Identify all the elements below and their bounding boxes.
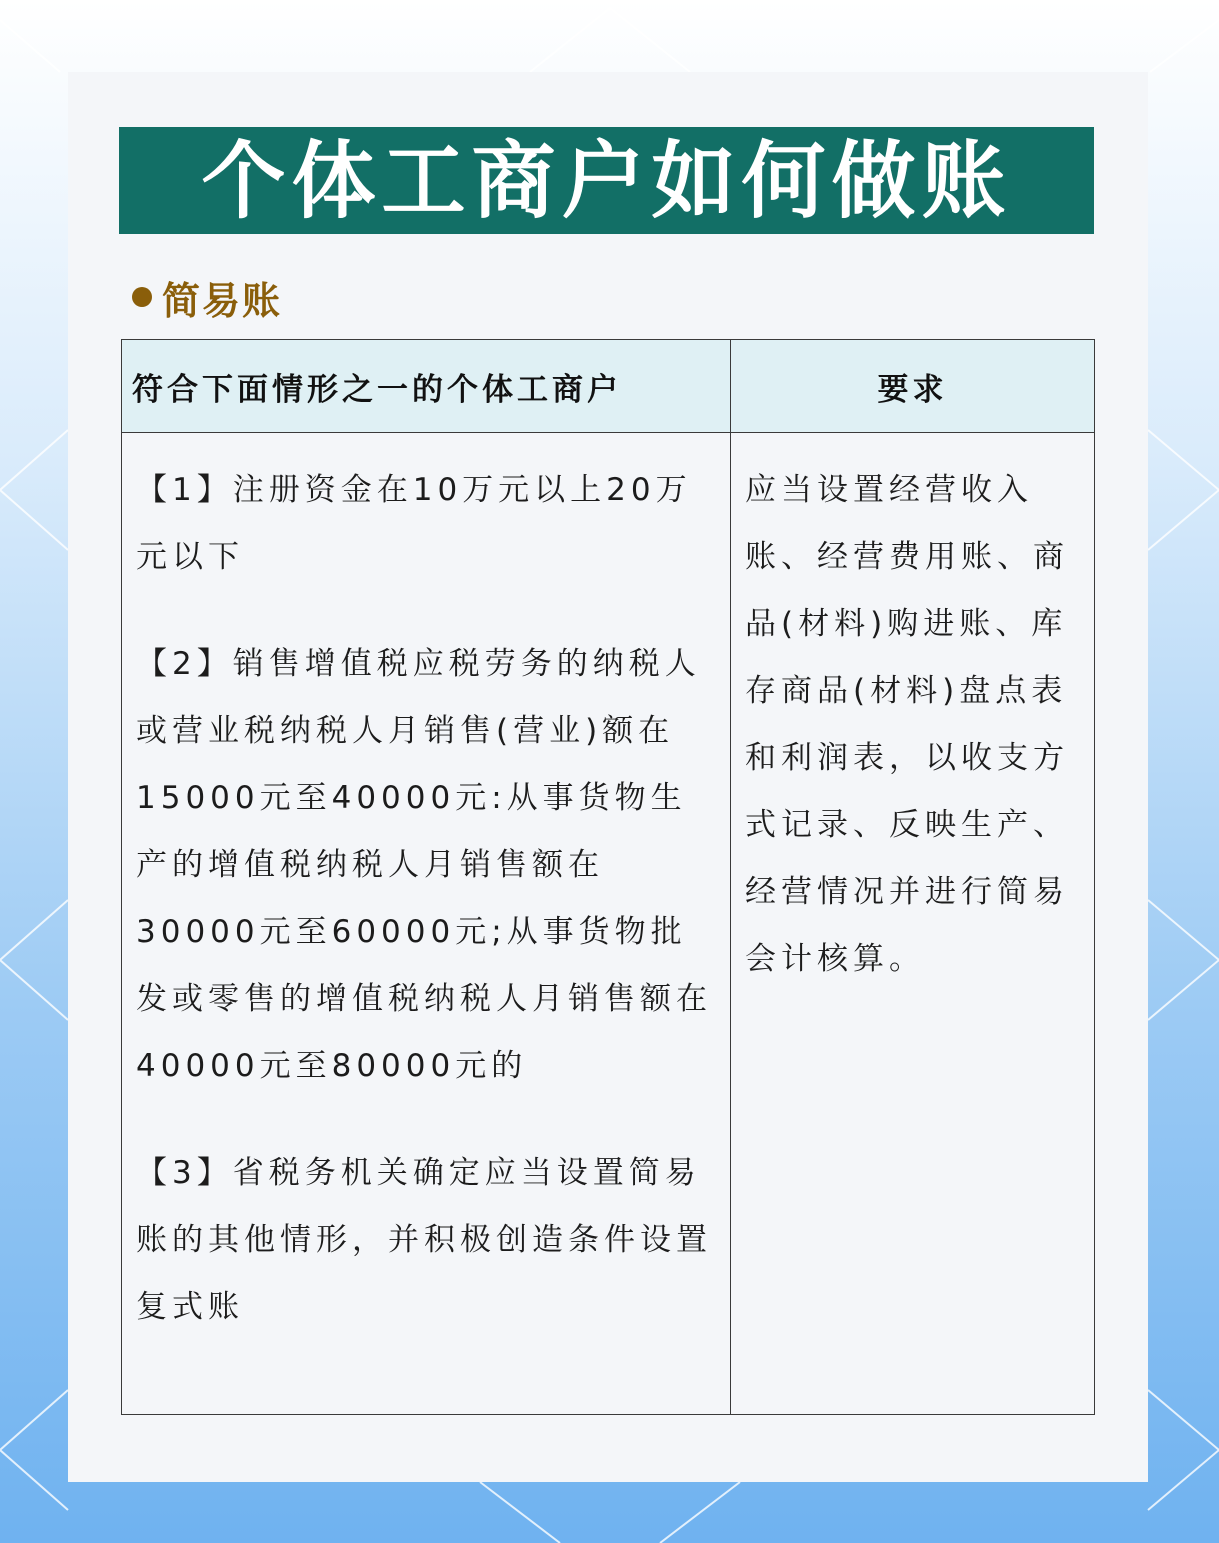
section-title: 简易账 [162, 278, 283, 323]
requirements-table [121, 339, 1095, 1415]
bullet-dot-icon [132, 287, 152, 307]
condition-item-1: 【1】注册资金在10万元以上20万元以下 [136, 472, 692, 575]
section-header [132, 272, 282, 322]
title-banner [119, 127, 1094, 234]
requirement-text: 应当设置经营收入账、经营费用账、商品(材料)购进账、库存商品(材料)盘点表和利润表，以收支方式记录、反映生产、经营情况并进行简易会计核算。 [745, 472, 1069, 977]
table-row [122, 433, 1095, 1415]
condition-item-2: 【2】销售增值税应税劳务的纳税人或营业税纳税人月销售(营业)额在15000元至40000元:从事货物生产的增值税纳税人月销售额在30000元至60000元;从事货物批发或零售的增值税纳税人月销售额在40000元至80000元的 [136, 646, 712, 1084]
requirement-cell [731, 433, 1095, 1415]
conditions-cell [122, 433, 731, 1415]
header-requirements: 要求 [731, 340, 1095, 433]
header-conditions: 符合下面情形之一的个体工商户 [122, 340, 731, 433]
page-title: 个体工商户如何做账 [201, 131, 1012, 230]
condition-item-3: 【3】省税务机关确定应当设置简易账的其他情形，并积极创造条件设置复式账 [136, 1155, 712, 1325]
table-header-row [122, 340, 1095, 433]
